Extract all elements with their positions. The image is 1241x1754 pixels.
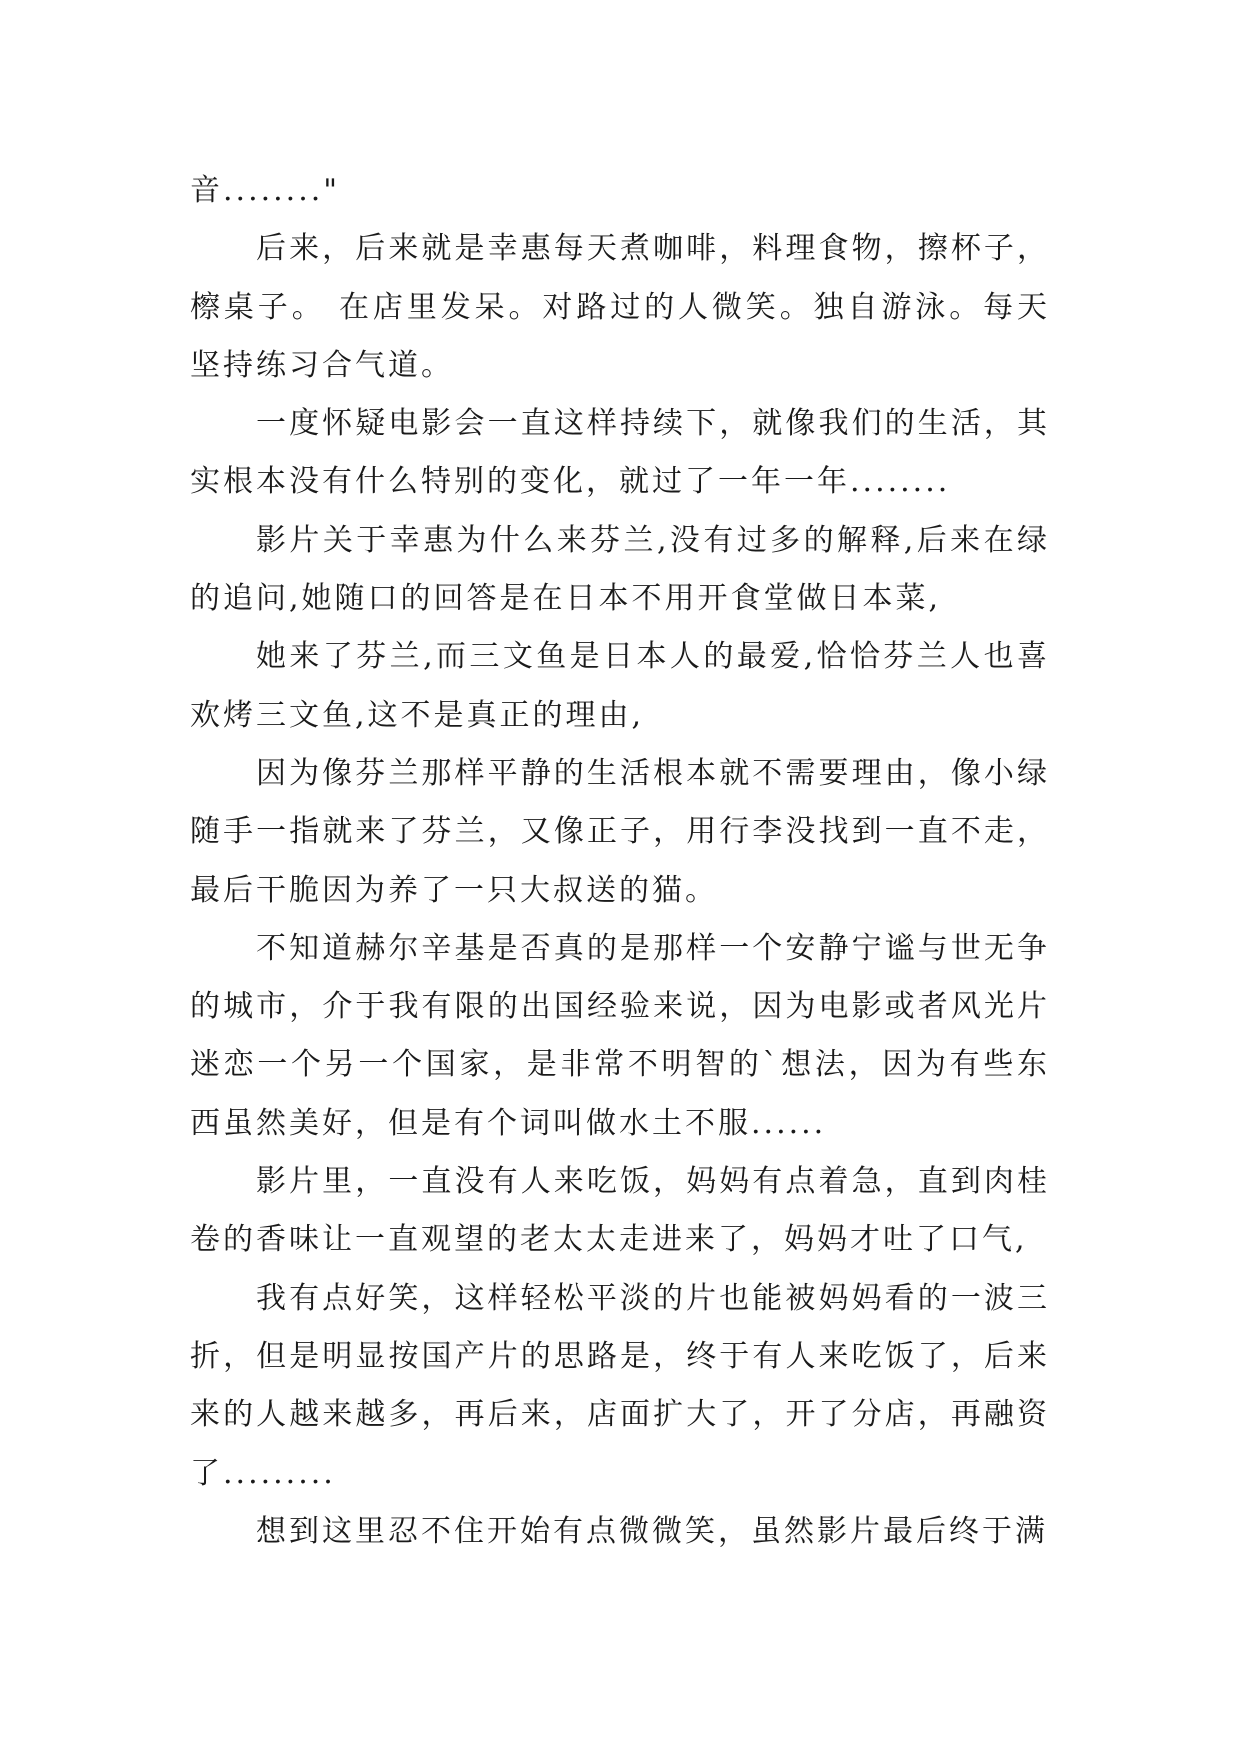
paragraph-salmon: 她来了芬兰,而三文鱼是日本人的最爱,恰恰芬兰人也喜欢烤三文鱼,这不是真正的理由,	[190, 639, 1050, 733]
article-body	[190, 162, 1050, 1561]
paragraph-no-reason: 因为像芬兰那样平静的生活根本就不需要理由，像小绿随手一指就来了芬兰，又像正子，用行李没找到一直不走，最后干脆因为养了一只大叔送的猫。	[190, 755, 1050, 908]
paragraph-first-customer: 影片里，一直没有人来吃饭，妈妈有点着急，直到肉桂卷的香味让一直观望的老太太走进来了，妈妈才吐了口气,	[190, 1164, 1050, 1258]
paragraph-helsinki: 不知道赫尔辛基是否真的是那样一个安静宁谧与世无争的城市，介于我有限的出国经验来说，因为电影或者风光片迷恋一个另一个国家，是非常不明智的`想法，因为有些东西虽然美好，但是有个词叫做水土不服......	[190, 930, 1050, 1141]
paragraph-movie-continues: 一度怀疑电影会一直这样持续下，就像我们的生活，其实根本没有什么特别的变化，就过了一年一年........	[190, 406, 1050, 500]
paragraph-daily-routine: 后来，后来就是幸惠每天煮咖啡，料理食物，擦杯子，檫桌子。 在店里发呆。对路过的人微笑。独自游泳。每天坚持练习合气道。	[190, 231, 1050, 383]
paragraph-continuation: 音........"	[190, 173, 341, 208]
paragraph-mother-view: 我有点好笑，这样轻松平淡的片也能被妈妈看的一波三折，但是明显按国产片的思路是，终于有人来吃饭了，后来来的人越来越多，再后来，店面扩大了，开了分店，再融资了.........	[190, 1280, 1050, 1491]
paragraph-smile: 想到这里忍不住开始有点微微笑，虽然影片最后终于满	[256, 1513, 1048, 1549]
paragraph-why-finland: 影片关于幸惠为什么来芬兰,没有过多的解释,后来在绿的追问,她随口的回答是在日本不用开食堂做日本菜,	[190, 522, 1050, 617]
